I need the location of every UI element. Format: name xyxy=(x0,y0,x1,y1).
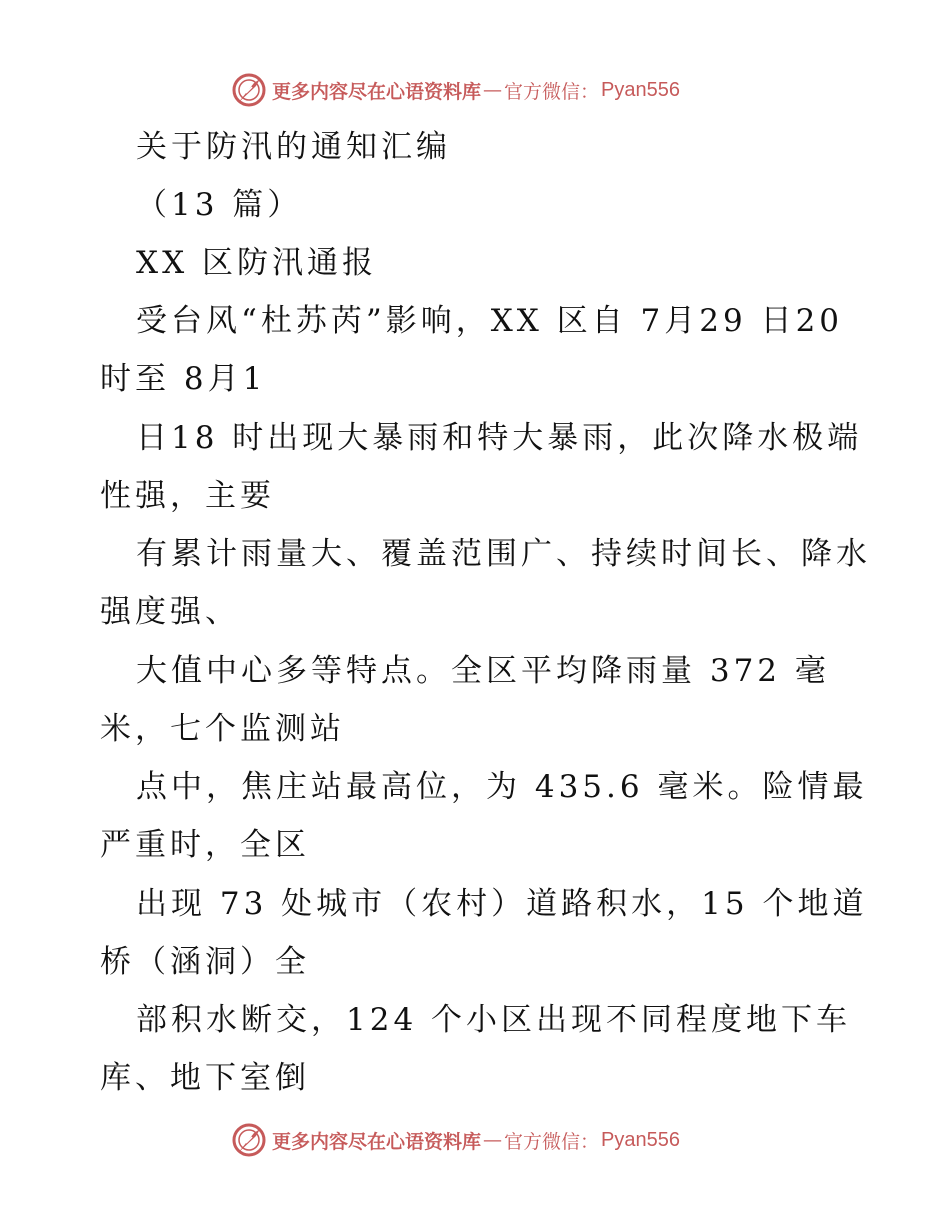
paragraph-line: 强度强、 xyxy=(100,594,240,630)
watermark-wechat-label: 官方微信： xyxy=(504,80,600,103)
paragraph-line: 日18 时出现大暴雨和特大暴雨，此次降水极端 xyxy=(136,420,863,456)
paragraph-line: 米，七个监测站 xyxy=(100,711,345,747)
watermark-dash: — xyxy=(483,79,503,101)
paragraph-line: 时至 8月1 xyxy=(100,361,267,397)
paragraph-line: 大值中心多等特点。全区平均降雨量 372 毫 xyxy=(136,653,830,689)
feather-pen-logo-icon xyxy=(232,1123,266,1157)
watermark-wechat-id: Pyan556 xyxy=(601,78,680,101)
paragraph-line: 部积水断交，124 个小区出现不同程度地下车 xyxy=(136,1002,852,1038)
watermark-site-text: 更多内容尽在心语资料库 xyxy=(272,1130,482,1153)
paragraph-line: 受台风“杜苏芮”影响，XX 区自 7月29 日20 xyxy=(136,303,844,339)
paragraph-line: 点中，焦庄站最高位，为 435.6 毫米。险情最 xyxy=(136,769,868,805)
watermark-wechat-id: Pyan556 xyxy=(601,1128,680,1151)
document-title: 关于防汛的通知汇编 xyxy=(136,129,451,165)
header-watermark xyxy=(232,70,680,110)
paragraph-line: 性强，主要 xyxy=(100,478,275,514)
watermark-site-text: 更多内容尽在心语资料库 xyxy=(272,80,482,103)
paragraph-line: 出现 73 处城市（农村）道路积水，15 个地道 xyxy=(136,886,868,922)
watermark-wechat-label: 官方微信： xyxy=(504,1130,600,1153)
paragraph-line: 有累计雨量大、覆盖范围广、持续时间长、降水 xyxy=(136,536,871,572)
paragraph-line: 桥（涵洞）全 xyxy=(100,944,310,980)
feather-pen-logo-icon xyxy=(232,73,266,107)
watermark-dash: — xyxy=(483,1129,503,1151)
paragraph-line: 严重时，全区 xyxy=(100,827,310,863)
document-subtitle: （13 篇） xyxy=(136,187,303,223)
footer-watermark xyxy=(232,1120,680,1160)
paragraph-line: 库、地下室倒 xyxy=(100,1060,310,1096)
section-heading: XX 区防汛通报 xyxy=(136,245,377,281)
